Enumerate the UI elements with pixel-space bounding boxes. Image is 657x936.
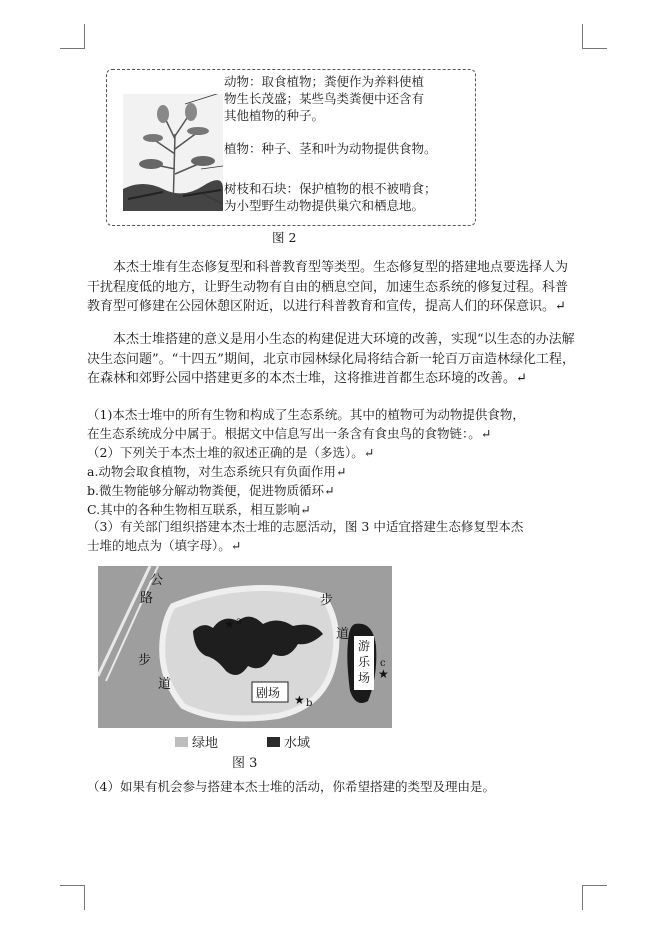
park-map xyxy=(98,566,392,728)
legend-green-space xyxy=(175,732,218,751)
option-b: b.微生物能够分解动物粪便，促进物质循环↵ xyxy=(87,483,335,498)
question-2: （2）下列关于本杰士堆的叙述正确的是（多选）。↵ xyxy=(87,445,375,460)
crop-mark-top-left xyxy=(60,24,85,49)
legend-label-water: 水域 xyxy=(284,736,311,751)
label-amusement-2: 乐 xyxy=(358,655,371,669)
option-c: C.其中的各种生物相互联系，相互影响↵ xyxy=(87,502,311,517)
question-1-line-2: 在生态系统成分中属于。根据文中信息写出一条含有食虫鸟的食物链：。↵ xyxy=(87,426,492,441)
annotation-branches-stones: 树枝和石块：保护植物的根不被啃食； 为小型野生动物提供巢穴和栖息地。 xyxy=(224,181,437,213)
legend-water xyxy=(267,732,310,751)
legend-swatch-green xyxy=(175,737,188,747)
figure-2-box xyxy=(106,69,476,226)
question-4: （4）如果有机会参与搭建本杰士堆的活动，你希望搭建的类型及理由是。 xyxy=(87,779,495,794)
option-a: a.动物会取食植物，对生态系统只有负面作用↵ xyxy=(87,464,347,479)
label-walk-right-2: 道 xyxy=(336,626,350,641)
label-point-c: c xyxy=(380,658,386,669)
question-3-line-2: 士堆的地点为（填字母）。↵ xyxy=(87,538,242,553)
figure-3-caption: 图 3 xyxy=(232,756,258,771)
point-b-star: ★ xyxy=(294,693,305,707)
crop-mark-bottom-right xyxy=(582,885,607,910)
label-point-b: b xyxy=(306,698,313,709)
label-amusement-3: 场 xyxy=(358,671,371,685)
label-amusement-1: 游 xyxy=(358,639,371,653)
crop-mark-top-right xyxy=(582,24,607,49)
figure-3-map xyxy=(98,566,392,728)
plant-photo xyxy=(123,94,223,211)
legend-label-green: 绿地 xyxy=(192,736,219,751)
label-road-1: 公 xyxy=(150,572,164,587)
figure-2-caption: 图 2 xyxy=(272,230,297,245)
point-c-star: ★ xyxy=(378,667,389,681)
label-walk-left-1: 步 xyxy=(138,652,152,667)
annotation-animals: 动物：取食植物；粪便作为养料使植 物生长茂盛；某些鸟类粪便中还含有 其他植物的种子。 xyxy=(224,74,425,123)
paragraph-significance: 本杰士堆搭建的意义是用小生态的构建促进大环境的改善，实现“以生态的办法解决生态问题”。“十四五”期间，北京市园林绿化局将结合新一轮百万亩造林绿化工程，在森林和郊野公园中搭建更多的本杰士堆，这将推进首都生态环境的改善。↵ xyxy=(87,332,575,386)
question-1-line-1: （1)本杰士堆中的所有生物和构成了生态系统。其中的植物可为动物提供食物， xyxy=(87,407,525,422)
legend-swatch-water xyxy=(267,737,280,747)
paragraph-types: 本杰士堆有生态修复型和科普教育型等类型。生态修复型的搭建地点要选择人为干扰程度低的地方，让野生动物有自由的栖息空间，加速生态系统的修复过程。科普教育型可修建在公园休憩区附近，以进行科普教育和宣传，提高人们的环保意识。↵ xyxy=(87,260,569,314)
annotation-plants: 植物：种子、茎和叶为动物提供食物。 xyxy=(224,141,437,156)
label-road-2: 路 xyxy=(140,590,154,605)
label-theater: 剧场 xyxy=(256,686,281,700)
crop-mark-bottom-left xyxy=(60,885,85,910)
question-3-line-1: （3）有关部门组织搭建本杰士堆的志愿活动，图 3 中适宜搭建生态修复型本杰 xyxy=(87,519,524,534)
label-walk-right-1: 步 xyxy=(320,592,334,607)
label-point-a: a xyxy=(236,616,242,627)
label-walk-left-2: 道 xyxy=(158,676,172,691)
point-a-star: ★ xyxy=(224,617,235,631)
